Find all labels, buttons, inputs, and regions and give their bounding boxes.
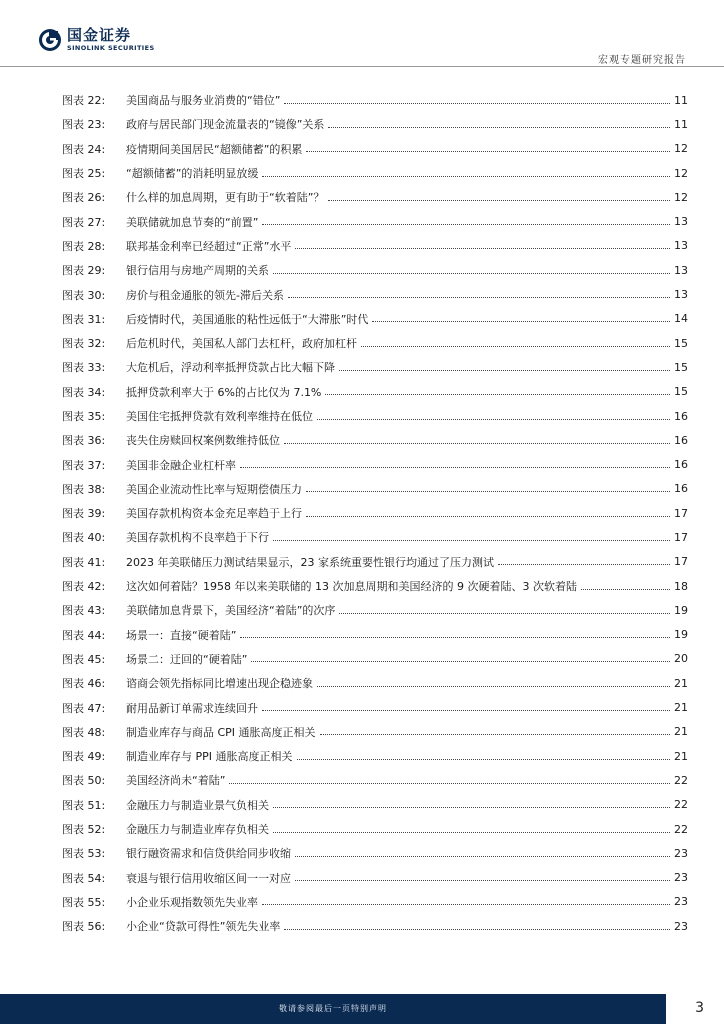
toc-entry[interactable]: [62, 890, 688, 914]
page-number: 3: [695, 1000, 704, 1016]
toc-page-number: 13: [674, 288, 688, 302]
toc-figure-title: 抵押贷款利率大于 6%的占比仅为 7.1%: [126, 385, 322, 399]
page-header: [0, 0, 724, 70]
toc-figure-number: 图表 25:: [62, 167, 106, 181]
toc-leader-dots: [317, 419, 670, 420]
brand-name-cn: 国金证券: [67, 26, 132, 45]
toc-leader-dots: [240, 637, 670, 638]
toc-figure-number: 图表 52:: [62, 823, 106, 837]
toc-entry[interactable]: [62, 866, 688, 890]
toc-entry[interactable]: [62, 452, 688, 476]
toc-figure-title: 联邦基金利率已经超过“正常”水平: [126, 239, 292, 253]
toc-figure-number: 图表 23:: [62, 118, 106, 132]
toc-figure-number: 图表 39:: [62, 507, 106, 521]
toc-figure-title: 大危机后，浮动利率抵押贷款占比大幅下降: [126, 361, 335, 375]
toc-leader-dots: [306, 151, 670, 152]
toc-figure-number: 图表 31:: [62, 312, 106, 326]
toc-entry[interactable]: [62, 647, 688, 671]
toc-page-number: 21: [674, 676, 688, 690]
toc-leader-dots: [320, 734, 670, 735]
toc-figure-number: 图表 41:: [62, 555, 106, 569]
toc-figure-title: 美联储就加息节奏的“前置”: [126, 215, 259, 229]
toc-figure-number: 图表 27:: [62, 215, 106, 229]
toc-leader-dots: [317, 686, 670, 687]
toc-page-number: 11: [674, 93, 688, 107]
toc-leader-dots: [284, 103, 670, 104]
toc-leader-dots: [262, 904, 670, 905]
toc-entry[interactable]: [62, 282, 688, 306]
toc-leader-dots: [295, 856, 670, 857]
toc-leader-dots: [581, 589, 670, 590]
toc-entry[interactable]: [62, 185, 688, 209]
toc-entry[interactable]: [62, 525, 688, 549]
toc-entry[interactable]: [62, 380, 688, 404]
toc-figure-number: 图表 38:: [62, 482, 106, 496]
toc-figure-number: 图表 45:: [62, 652, 106, 666]
toc-leader-dots: [262, 176, 670, 177]
toc-figure-number: 图表 47:: [62, 701, 106, 715]
toc-figure-number: 图表 51:: [62, 798, 106, 812]
toc-leader-dots: [339, 613, 670, 614]
toc-leader-dots: [325, 394, 670, 395]
toc-figure-number: 图表 36:: [62, 434, 106, 448]
header-divider: [0, 66, 724, 67]
toc-figure-number: 图表 56:: [62, 920, 106, 934]
toc-figure-number: 图表 34:: [62, 385, 106, 399]
toc-figure-title: 耐用品新订单需求连续回升: [126, 701, 258, 715]
table-of-figures: [62, 88, 688, 938]
toc-leader-dots: [240, 467, 670, 468]
toc-figure-title: 2023 年美联储压力测试结果显示，23 家系统重要性银行均通过了压力测试: [126, 555, 494, 569]
toc-page-number: 11: [674, 117, 688, 131]
toc-entry[interactable]: [62, 88, 688, 112]
toc-entry[interactable]: [62, 355, 688, 379]
toc-entry[interactable]: [62, 695, 688, 719]
toc-page-number: 17: [674, 530, 688, 544]
toc-page-number: 16: [674, 433, 688, 447]
toc-figure-title: 后危机时代，美国私人部门去杠杆，政府加杠杆: [126, 337, 357, 351]
toc-leader-dots: [273, 832, 670, 833]
toc-page-number: 17: [674, 506, 688, 520]
toc-leader-dots: [229, 783, 670, 784]
toc-figure-title: 疫情期间美国居民“超额储蓄”的积累: [126, 142, 303, 156]
toc-page-number: 19: [674, 603, 688, 617]
toc-figure-title: 金融压力与制造业景气负相关: [126, 798, 269, 812]
report-type-label: 宏观专题研究报告: [598, 55, 686, 66]
toc-figure-title: 丧失住房赎回权案例数维持低位: [126, 434, 280, 448]
toc-page-number: 16: [674, 482, 688, 496]
toc-figure-title: 小企业“贷款可得性”领先失业率: [126, 920, 281, 934]
toc-figure-number: 图表 32:: [62, 337, 106, 351]
toc-figure-title: 美国企业流动性比率与短期偿债压力: [126, 482, 302, 496]
toc-entry[interactable]: [62, 574, 688, 598]
toc-entry[interactable]: [62, 550, 688, 574]
toc-leader-dots: [251, 661, 670, 662]
toc-entry[interactable]: [62, 331, 688, 355]
toc-figure-title: 制造业库存与商品 CPI 通胀高度正相关: [126, 725, 316, 739]
toc-figure-title: 银行信用与房地产周期的关系: [126, 264, 269, 278]
toc-figure-title: 场景一：直接“硬着陆”: [126, 628, 237, 642]
toc-figure-number: 图表 26:: [62, 191, 106, 205]
toc-leader-dots: [295, 880, 670, 881]
toc-page-number: 21: [674, 749, 688, 763]
page-footer: [0, 994, 724, 1024]
toc-page-number: 16: [674, 409, 688, 423]
toc-leader-dots: [339, 370, 670, 371]
toc-entry[interactable]: [62, 428, 688, 452]
toc-entry[interactable]: [62, 137, 688, 161]
toc-entry[interactable]: [62, 720, 688, 744]
toc-leader-dots: [306, 516, 670, 517]
toc-page-number: 22: [674, 773, 688, 787]
toc-entry[interactable]: [62, 404, 688, 428]
toc-figure-number: 图表 35:: [62, 410, 106, 423]
toc-page-number: 14: [674, 312, 688, 326]
toc-figure-title: 后疫情时代，美国通胀的粘性远低于“大滞胀”时代: [126, 312, 369, 326]
toc-page-number: 17: [674, 555, 688, 569]
toc-figure-title: 美国存款机构资本金充足率趋于上行: [126, 507, 302, 521]
toc-figure-title: 这次如何着陆？1958 年以来美联储的 13 次加息周期和美国经济的 9 次硬着陆、3 次软着陆: [126, 580, 577, 594]
toc-figure-number: 图表 44:: [62, 628, 106, 642]
toc-page-number: 15: [674, 336, 688, 350]
toc-figure-number: 图表 40:: [62, 531, 106, 545]
toc-figure-title: 美国住宅抵押贷款有效利率维持在低位: [126, 410, 313, 423]
toc-leader-dots: [288, 297, 670, 298]
toc-figure-number: 图表 54:: [62, 871, 106, 885]
toc-figure-title: 房价与租金通胀的领先-滞后关系: [126, 288, 284, 302]
toc-figure-title: 银行融资需求和信贷供给同步收缩: [126, 847, 291, 861]
sinolink-logo-icon: [38, 28, 62, 52]
toc-entry[interactable]: [62, 817, 688, 841]
toc-figure-title: 衰退与银行信用收缩区间一一对应: [126, 871, 291, 885]
toc-page-number: 18: [674, 579, 688, 593]
toc-figure-number: 图表 53:: [62, 847, 106, 861]
toc-entry[interactable]: [62, 744, 688, 768]
toc-page-number: 15: [674, 385, 688, 399]
toc-page-number: 13: [674, 239, 688, 253]
toc-figure-number: 图表 37:: [62, 458, 106, 472]
toc-entry[interactable]: [62, 161, 688, 185]
toc-figure-title: 什么样的加息周期，更有助于“软着陆”？: [126, 191, 325, 205]
toc-entry[interactable]: [62, 209, 688, 233]
toc-page-number: 16: [674, 458, 688, 472]
toc-page-number: 23: [674, 871, 688, 885]
toc-page-number: 23: [674, 895, 688, 909]
toc-figure-number: 图表 42:: [62, 580, 106, 594]
toc-figure-number: 图表 48:: [62, 725, 106, 739]
toc-leader-dots: [328, 200, 670, 201]
toc-figure-title: 小企业乐观指数领先失业率: [126, 895, 258, 909]
toc-entry[interactable]: [62, 914, 688, 938]
toc-figure-number: 图表 29:: [62, 264, 106, 278]
brand-name-en: SINOLINK SECURITIES: [67, 44, 155, 53]
toc-leader-dots: [273, 807, 670, 808]
toc-leader-dots: [372, 321, 670, 322]
brand-logo: [38, 28, 155, 52]
toc-figure-title: 金融压力与制造业库存负相关: [126, 823, 269, 837]
toc-page-number: 12: [674, 142, 688, 156]
toc-leader-dots: [284, 443, 670, 444]
toc-leader-dots: [498, 564, 670, 565]
toc-figure-title: 制造业库存与 PPI 通胀高度正相关: [126, 750, 293, 764]
toc-entry[interactable]: [62, 112, 688, 136]
toc-leader-dots: [262, 710, 670, 711]
toc-entry[interactable]: [62, 307, 688, 331]
toc-figure-number: 图表 49:: [62, 750, 106, 764]
toc-page-number: 23: [674, 919, 688, 933]
toc-page-number: 13: [674, 215, 688, 229]
toc-leader-dots: [361, 346, 670, 347]
toc-entry[interactable]: [62, 841, 688, 865]
toc-figure-title: 美联储加息背景下，美国经济“着陆”的次序: [126, 604, 336, 618]
toc-page-number: 21: [674, 701, 688, 715]
toc-entry[interactable]: [62, 623, 688, 647]
toc-figure-number: 图表 30:: [62, 288, 106, 302]
toc-figure-number: 图表 43:: [62, 604, 106, 618]
toc-figure-title: 政府与居民部门现金流量表的“镜像”关系: [126, 118, 325, 132]
toc-leader-dots: [306, 491, 670, 492]
toc-page-number: 20: [674, 652, 688, 666]
toc-page-number: 13: [674, 263, 688, 277]
toc-leader-dots: [273, 540, 670, 541]
toc-page-number: 22: [674, 798, 688, 812]
toc-page-number: 19: [674, 628, 688, 642]
toc-figure-title: 美国商品与服务业消费的“错位”: [126, 94, 281, 108]
toc-figure-number: 图表 50:: [62, 774, 106, 788]
toc-figure-number: 图表 22:: [62, 94, 106, 108]
toc-figure-number: 图表 33:: [62, 361, 106, 375]
toc-figure-number: 图表 55:: [62, 895, 106, 909]
toc-page-number: 22: [674, 822, 688, 836]
toc-leader-dots: [297, 759, 670, 760]
toc-entry[interactable]: [62, 598, 688, 622]
toc-page-number: 12: [674, 190, 688, 204]
toc-leader-dots: [328, 127, 670, 128]
toc-entry[interactable]: [62, 768, 688, 792]
toc-entry[interactable]: [62, 793, 688, 817]
toc-figure-title: “超额储蓄”的消耗明显放缓: [126, 167, 259, 181]
toc-page-number: 15: [674, 360, 688, 374]
toc-figure-number: 图表 46:: [62, 677, 106, 691]
toc-entry[interactable]: [62, 477, 688, 501]
toc-page-number: 12: [674, 166, 688, 180]
toc-entry[interactable]: [62, 501, 688, 525]
toc-figure-title: 谘商会领先指标同比增速出现企稳迹象: [126, 677, 313, 691]
toc-page-number: 21: [674, 725, 688, 739]
toc-entry[interactable]: [62, 258, 688, 282]
toc-entry[interactable]: [62, 671, 688, 695]
toc-entry[interactable]: [62, 234, 688, 258]
toc-figure-title: 美国非金融企业杠杆率: [126, 458, 236, 472]
toc-leader-dots: [262, 224, 670, 225]
toc-leader-dots: [284, 929, 670, 930]
toc-figure-number: 图表 28:: [62, 239, 106, 253]
toc-figure-title: 美国存款机构不良率趋于下行: [126, 531, 269, 545]
toc-page-number: 23: [674, 846, 688, 860]
toc-figure-title: 场景二：迂回的“硬着陆”: [126, 652, 248, 666]
toc-leader-dots: [273, 273, 670, 274]
footer-disclaimer: 敬请参阅最后一页特别声明: [279, 1004, 387, 1013]
toc-figure-title: 美国经济尚未“着陆”: [126, 774, 226, 788]
toc-figure-number: 图表 24:: [62, 142, 106, 156]
toc-leader-dots: [295, 248, 670, 249]
